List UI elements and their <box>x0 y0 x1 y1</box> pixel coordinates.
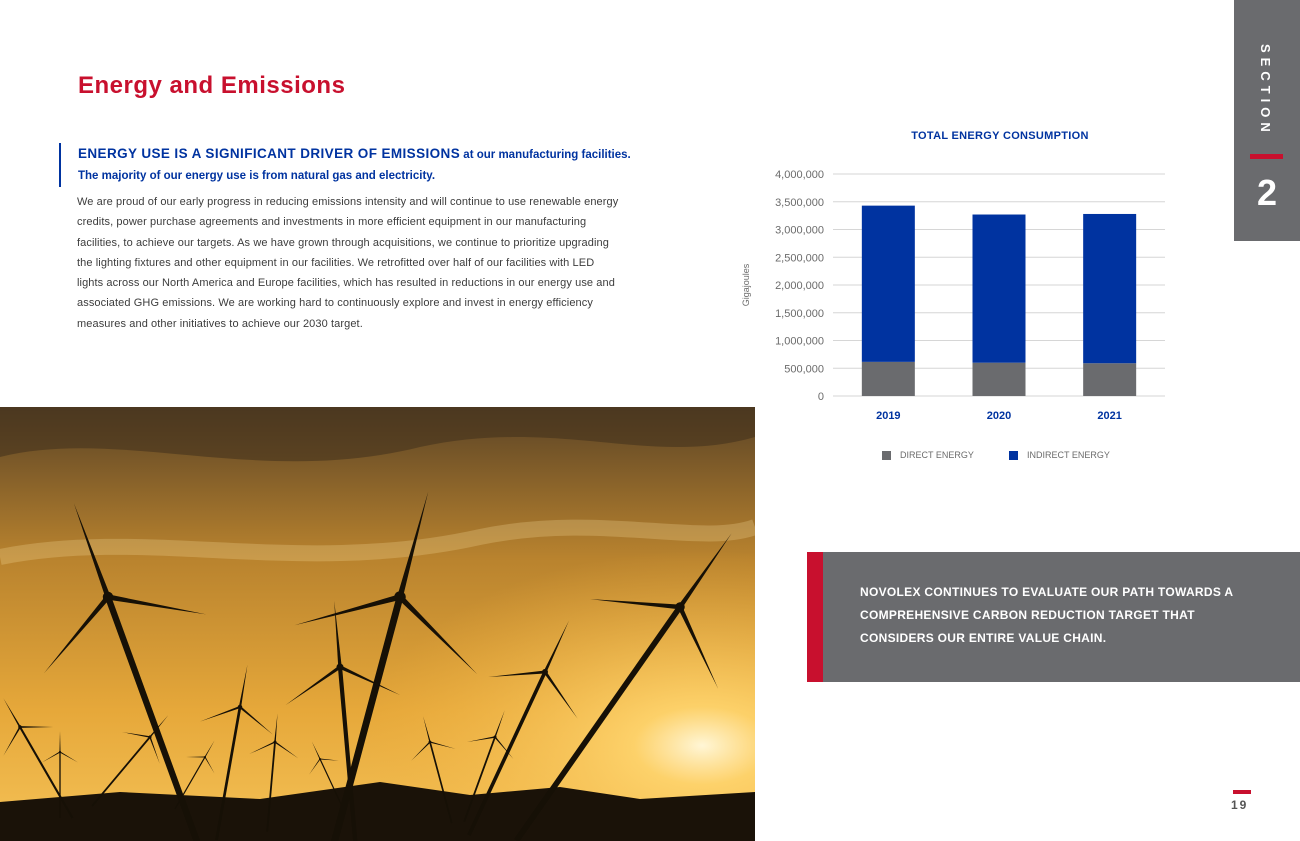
section-rule <box>1250 154 1283 159</box>
legend-item-direct <box>882 450 974 460</box>
y-tick-label: 0 <box>817 391 824 403</box>
y-tick-label: 3,000,000 <box>775 224 824 237</box>
lead-text: at our manufacturing facilities. The majority of our energy use is from natural gas and electricity. <box>78 149 631 182</box>
y-tick-label: 1,500,000 <box>775 307 824 320</box>
x-tick-label: 2019 <box>876 410 901 422</box>
legend-label-direct: DIRECT ENERGY <box>900 450 974 460</box>
bar-indirect-2020 <box>973 215 1026 363</box>
bar-indirect-2019 <box>862 206 915 362</box>
callout-text: NOVOLEX CONTINUES TO EVALUATE OUR PATH TOWARDS A COMPREHENSIVE CARBON REDUCTION TARGET THAT CONSIDERS OUR ENTIRE VALUE CHAIN. <box>860 585 1233 645</box>
bar-direct-2021 <box>1083 363 1136 396</box>
page-number-rule <box>1233 790 1251 794</box>
legend-swatch-direct <box>882 451 891 460</box>
energy-chart <box>735 125 1185 470</box>
y-tick-label: 1,000,000 <box>775 335 824 348</box>
bar-indirect-2021 <box>1083 214 1136 363</box>
y-axis-label: Gigajoules <box>741 263 751 307</box>
y-tick-label: 3,500,000 <box>775 196 824 209</box>
page-number: 19 <box>1231 798 1249 812</box>
lead-emphasis: ENERGY USE IS A SIGNIFICANT DRIVER OF EMISSIONS <box>78 146 461 161</box>
y-tick-label: 4,000,000 <box>775 169 824 181</box>
callout-box <box>807 552 1300 682</box>
x-tick-label: 2021 <box>1097 410 1122 422</box>
section-tab <box>1234 0 1300 241</box>
section-label: SECTION <box>1258 44 1273 137</box>
legend-swatch-indirect <box>1009 451 1018 460</box>
wind-turbines-photo <box>0 407 755 841</box>
y-tick-label: 2,000,000 <box>775 280 824 292</box>
section-number: 2 <box>1256 172 1278 213</box>
page-title: Energy and Emissions <box>78 72 346 99</box>
bar-direct-2020 <box>973 363 1026 396</box>
legend-item-indirect <box>1009 450 1110 460</box>
chart-legend <box>882 450 1142 464</box>
callout-accent-bar <box>807 552 823 682</box>
body-paragraph: We are proud of our early progress in reducing emissions intensity and will continue to use renewable energy credits, power purchase agreements and investments in more efficient equipment in our manufacturing facilities, to achieve our targets. As we have grown through acquisitions, we continue to prioritize upgrading the lighting fixtures and other equipment in our facilities. We retrofitted over half of our facilities with LED lights across our North America and Europe facilities, which has resulted in reductions in our energy use and associated GHG emissions. We are working hard to continuously explore and invest in energy efficiency measures and other initiatives to achieve our 2030 target. <box>77 196 619 330</box>
energy-chart-svg <box>735 125 1185 470</box>
legend-label-indirect: INDIRECT ENERGY <box>1027 450 1110 460</box>
chart-title: TOTAL ENERGY CONSUMPTION <box>911 130 1089 142</box>
x-tick-label: 2020 <box>986 410 1012 422</box>
y-tick-label: 500,000 <box>784 363 824 376</box>
intro-lead <box>59 143 638 187</box>
bar-direct-2019 <box>862 362 915 396</box>
y-tick-label: 2,500,000 <box>775 252 824 265</box>
